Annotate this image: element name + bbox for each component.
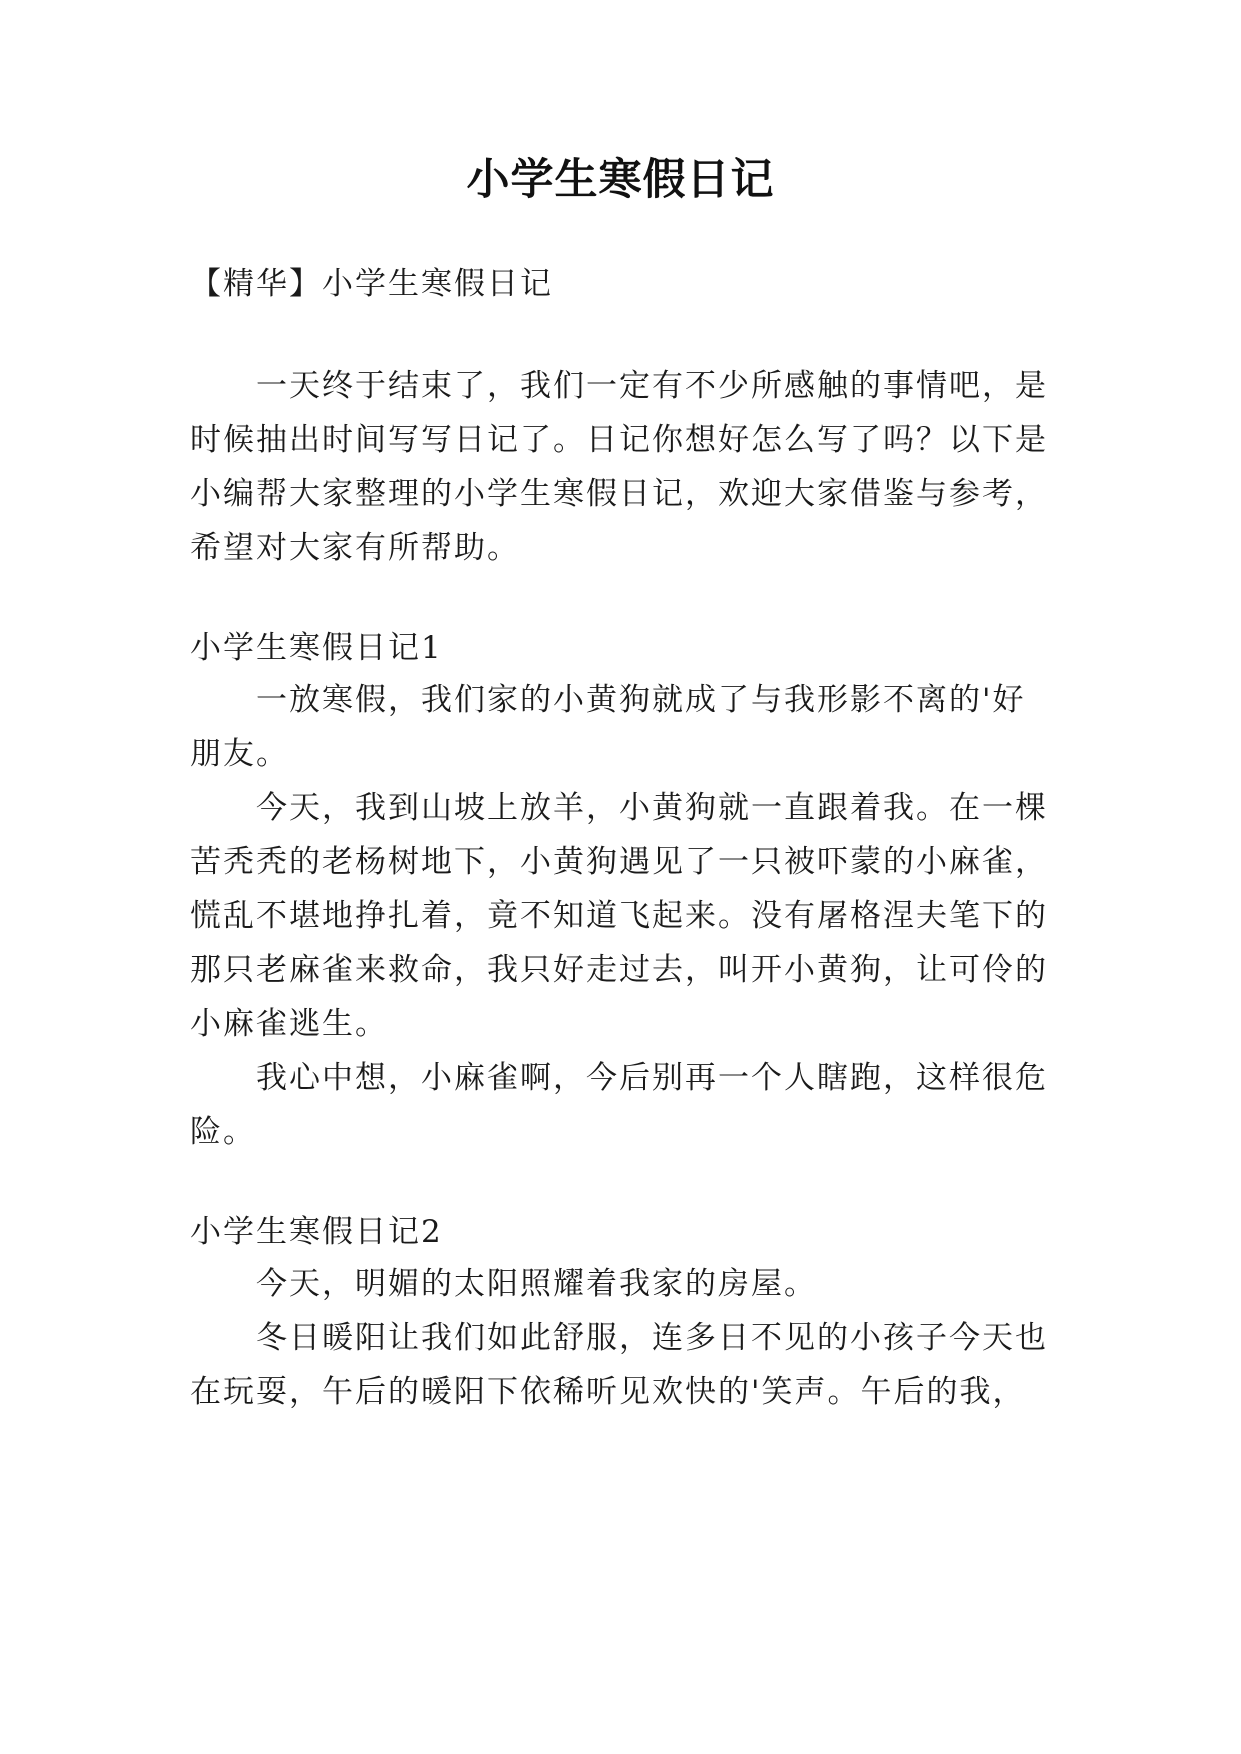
intro-line: 一天终于结束了，我们一定有不少所感触的事情吧，是 [256,368,1048,404]
diary1-line: 险。 [190,1114,256,1150]
diary1-line: 慌乱不堪地挣扎着，竟不知道飞起来。没有屠格涅夫笔下的 [190,898,1048,934]
document-subtitle: 【精华】小学生寒假日记 [190,266,553,302]
document-title: 小学生寒假日记 [466,155,775,205]
diary1-line: 今天，我到山坡上放羊，小黄狗就一直跟着我。在一棵 [256,790,1048,826]
diary1-line: 我心中想，小麻雀啊，今后别再一个人瞎跑，这样很危 [256,1060,1048,1096]
diary1-heading: 小学生寒假日记1 [190,630,443,666]
intro-line: 小编帮大家整理的小学生寒假日记，欢迎大家借鉴与参考， [190,476,1048,512]
intro-line: 希望对大家有所帮助。 [190,530,520,566]
diary2-line: 在玩耍，午后的暖阳下依稀听见欢快的'笑声。午后的我， [190,1374,1026,1410]
diary1-line: 朋友。 [190,736,289,772]
diary2-heading: 小学生寒假日记2 [190,1214,443,1250]
diary1-line: 苦秃秃的老杨树地下，小黄狗遇见了一只被吓蒙的小麻雀， [190,844,1048,880]
diary1-line: 那只老麻雀来救命，我只好走过去，叫开小黄狗，让可伶的 [190,952,1048,988]
intro-line: 时候抽出时间写写日记了。日记你想好怎么写了吗？以下是 [190,422,1048,458]
diary2-line: 冬日暖阳让我们如此舒服，连多日不见的小孩子今天也 [256,1320,1048,1356]
diary1-line: 小麻雀逃生。 [190,1006,388,1042]
diary1-line: 一放寒假，我们家的小黄狗就成了与我形影不离的'好 [256,682,1026,718]
diary2-line: 今天，明媚的太阳照耀着我家的房屋。 [256,1266,817,1302]
